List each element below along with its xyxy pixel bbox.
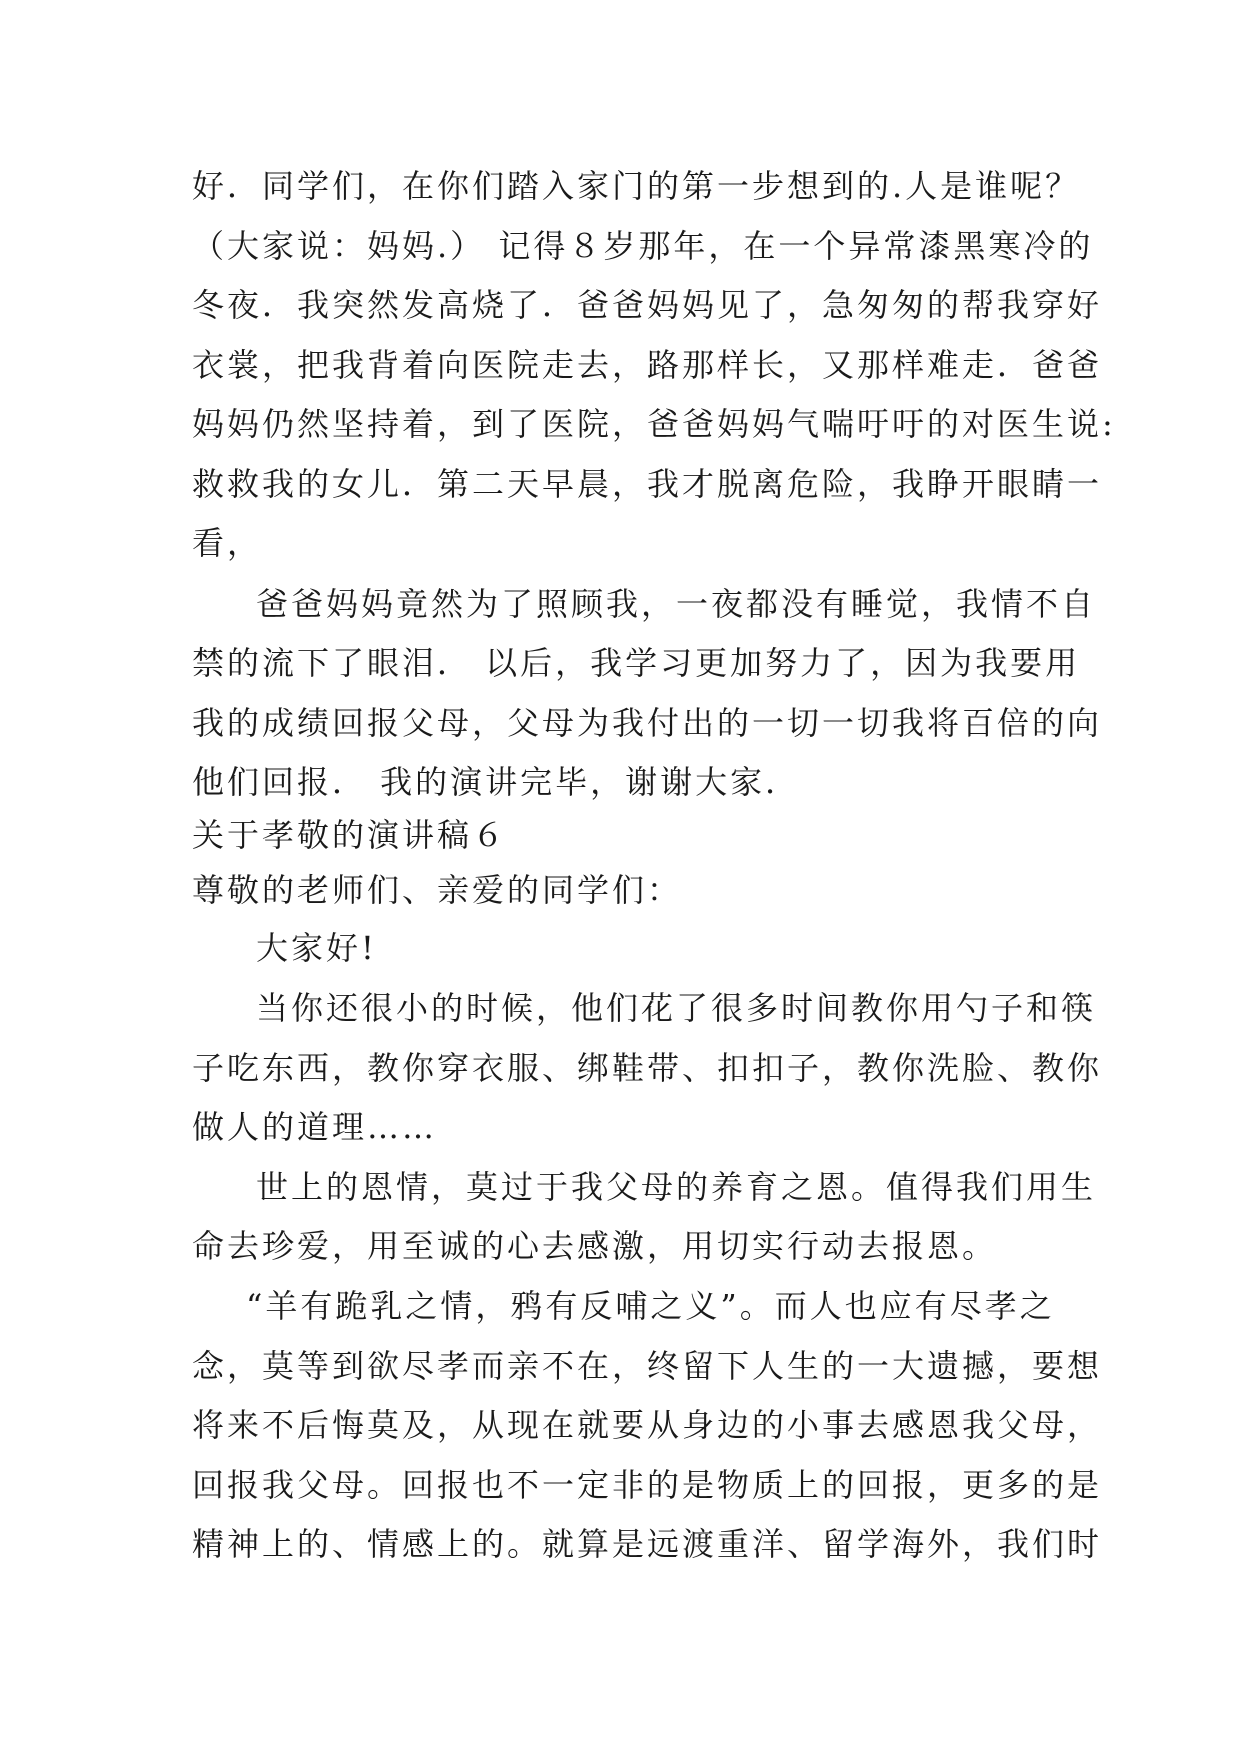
paragraph-line: 世上的恩情，莫过于我父母的养育之恩。值得我们用生: [256, 1168, 1097, 1206]
paragraph-line: 做人的道理……: [192, 1108, 438, 1146]
section-title: 关于孝敬的演讲稿６: [192, 816, 508, 854]
salutation: 尊敬的老师们、亲爱的同学们：: [192, 871, 683, 909]
paragraph-line: （大家说：妈妈.） 记得８岁那年，在一个异常漆黑寒冷的: [192, 227, 1094, 265]
paragraph-line: 他们回报． 我的演讲完毕，谢谢大家．: [192, 763, 801, 801]
paragraph-line: 回报我父母。回报也不一定非的是物质上的回报，更多的是: [192, 1466, 1103, 1504]
greeting: 大家好!: [256, 929, 377, 967]
paragraph-line: “羊有跪乳之情，鸦有反哺之义”。而人也应有尽孝之: [246, 1287, 1055, 1325]
paragraph-line: 念，莫等到欲尽孝而亲不在，终留下人生的一大遗撼，要想: [192, 1347, 1103, 1385]
paragraph-line: 爸爸妈妈竟然为了照顾我，一夜都没有睡觉，我情不自: [256, 585, 1097, 623]
paragraph-line: 命去珍爱，用至诚的心去感激，用切实行动去报恩。: [192, 1227, 998, 1265]
paragraph-line: 当你还很小的时候，他们花了很多时间教你用勺子和筷: [256, 989, 1097, 1027]
paragraph-line: 妈妈仍然坚持着，到了医院，爸爸妈妈气喘吁吁的对医生说:: [192, 405, 1116, 443]
paragraph-line: 衣裳，把我背着向医院走去，路那样长，又那样难走．爸爸: [192, 346, 1103, 384]
paragraph-line: 禁的流下了眼泪． 以后，我学习更加努力了，因为我要用: [192, 644, 1081, 682]
paragraph-line: 精神上的、情感上的。就算是远渡重洋、留学海外，我们时: [192, 1525, 1103, 1563]
paragraph-line: 我的成绩回报父母，父母为我付出的一切一切我将百倍的向: [192, 704, 1103, 742]
paragraph-line: 子吃东西，教你穿衣服、绑鞋带、扣扣子，教你洗脸、教你: [192, 1049, 1103, 1087]
paragraph-line: 好．同学们，在你们踏入家门的第一步想到的.人是谁呢？: [192, 167, 1081, 205]
paragraph-line: 冬夜．我突然发高烧了．爸爸妈妈见了，急匆匆的帮我穿好: [192, 286, 1103, 324]
paragraph-line: 看，: [192, 524, 263, 562]
paragraph-line: 救救我的女儿．第二天早晨，我才脱离危险，我睁开眼睛一: [192, 465, 1103, 503]
paragraph-line: 将来不后悔莫及，从现在就要从身边的小事去感恩我父母，: [192, 1406, 1103, 1444]
